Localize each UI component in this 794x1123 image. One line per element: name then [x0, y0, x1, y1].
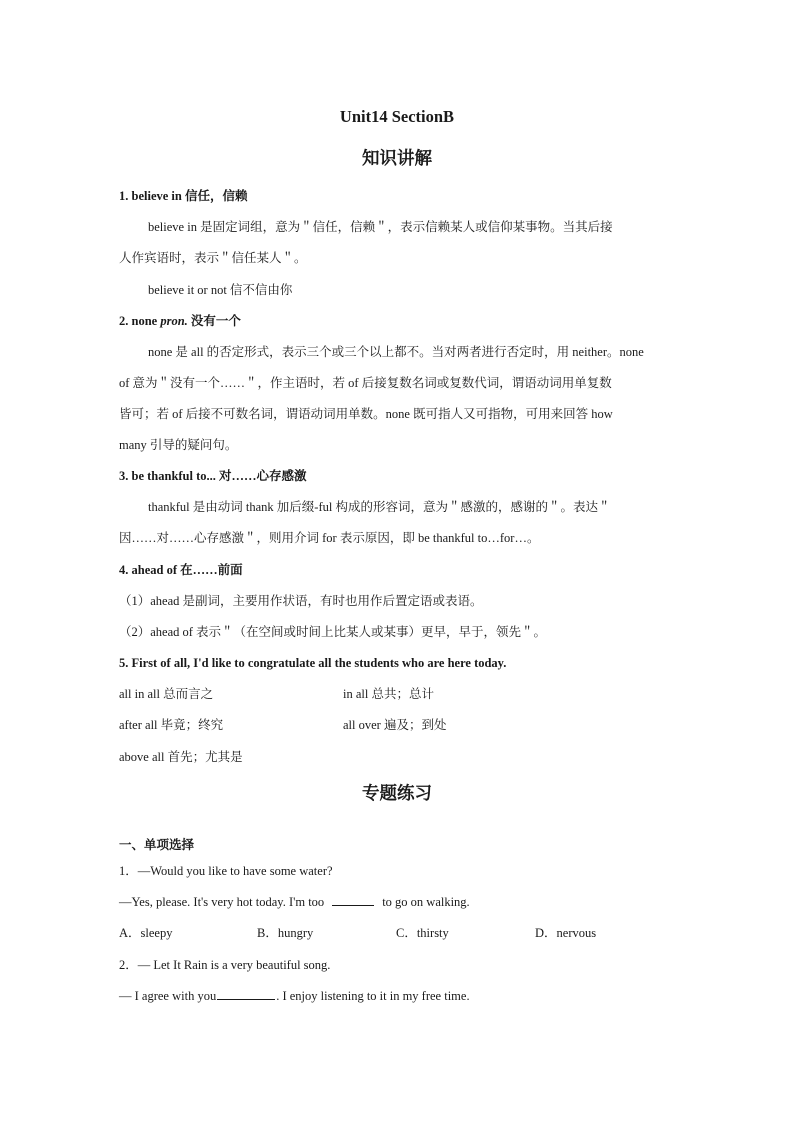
q2-reply-start: — I agree with you — [119, 989, 217, 1003]
q1-option-c: C．thirsty — [396, 926, 449, 940]
q1-reply-start: —Yes, please. It's very hot today. I'm too — [119, 895, 325, 909]
phrase-right: in all 总共；总计 — [343, 687, 434, 701]
practice-title: 专题练习 — [362, 783, 432, 803]
item2-heading-meaning: 没有一个 — [187, 314, 241, 328]
q2-reply — [119, 988, 470, 1004]
phrase-right: all over 遍及；到处 — [343, 718, 447, 732]
item2-part-of-speech: pron. — [160, 314, 188, 328]
item3-line1: thankful 是由动词 thank 加后缀-ful 构成的形容词，意为＂感激的，感谢的＂。表达＂ — [148, 500, 611, 514]
phrase-left: above all 首先；尤其是 — [119, 750, 243, 764]
item4-line2: （2）ahead of 表示＂（在空间或时间上比某人或某事）更早，早于，领先＂。 — [119, 625, 547, 639]
q2-stem: 2．— Let It Rain is a very beautiful song. — [119, 958, 331, 972]
q2-answer-blank — [217, 988, 275, 1000]
item2-line2: of 意为＂没有一个……＂，作主语时，若 of 后接复数名词或复数代词，谓语动词用单复数 — [119, 376, 612, 390]
item3-heading: 3. be thankful to... 对……心存感激 — [119, 469, 307, 483]
item2-line4: many 引导的疑问句。 — [119, 438, 238, 452]
q1-option-a: A．sleepy — [119, 926, 173, 940]
item3-line2: 因……对……心存感激＂，则用介词 for 表示原因，即 be thankful to…for…。 — [119, 531, 540, 545]
item2-heading-word: 2. none — [119, 314, 161, 328]
item1-heading: 1. believe in 信任，信赖 — [119, 189, 248, 203]
q1-reply — [119, 894, 470, 910]
q1-reply-end: to go on walking. — [382, 895, 470, 909]
unit-title: Unit14 SectionB — [339, 107, 455, 126]
item4-line1: （1）ahead 是副词，主要用作状语，有时也用作后置定语或表语。 — [119, 594, 483, 608]
item1-paragraph-line2: 人作宾语时，表示＂信任某人＂。 — [119, 251, 307, 265]
item2-heading — [119, 313, 241, 329]
item4-heading: 4. ahead of 在……前面 — [119, 563, 243, 577]
phrase-left: all in all 总而言之 — [119, 687, 214, 701]
phrase-left: after all 毕竟；终究 — [119, 718, 224, 732]
q1-option-d: D．nervous — [535, 926, 597, 940]
q2-reply-end: . I enjoy listening to it in my free time. — [276, 989, 470, 1003]
item2-line1: none 是 all 的否定形式，表示三个或三个以上都不。当对两者进行否定时，用 neither。none — [148, 345, 644, 359]
item2-line3: 皆可；若 of 后接不可数名词，谓语动词用单数。none 既可指人又可指物，可用来回答 how — [119, 407, 613, 421]
item1-paragraph-line1: believe in 是固定词组，意为＂信任，信赖＂，表示信赖某人或信仰某事物。当其后接 — [148, 220, 613, 234]
part-heading: 一、单项选择 — [119, 838, 195, 852]
item1-phrase: believe it or not 信不信由你 — [148, 283, 293, 297]
section-title: 知识讲解 — [362, 148, 432, 168]
q1-stem: 1．—Would you like to have some water? — [119, 864, 333, 878]
q1-answer-blank — [332, 894, 374, 906]
item5-heading: 5. First of all, I'd like to congratulate all the students who are here today. — [119, 656, 507, 670]
q1-option-b: B．hungry — [257, 926, 314, 940]
